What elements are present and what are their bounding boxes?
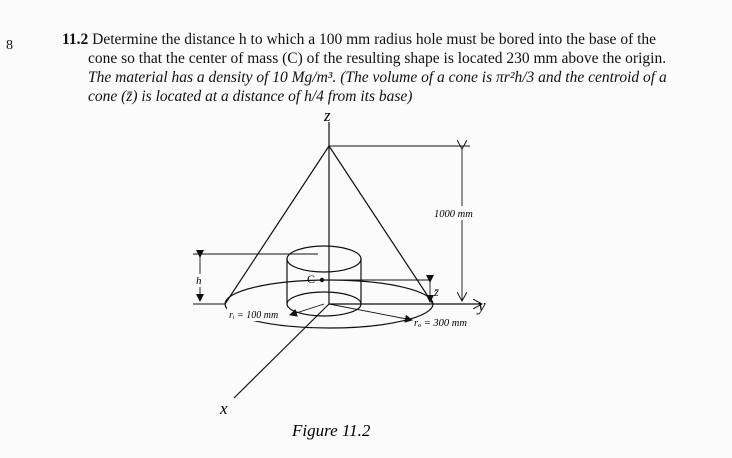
centroid-label: C [307, 272, 316, 286]
figure-caption: Figure 11.2 [292, 421, 371, 440]
inner-radius-label: rᵢ = 100 mm [229, 310, 279, 321]
outer-radius-label: rₒ = 300 mm [414, 318, 467, 329]
problem-text-4: cone (z̄) is located at a distance of h/4 from its base) [88, 88, 413, 105]
centroid-point [320, 278, 324, 282]
problem-line-2: cone so that the center of mass (C) of the resulting shape is located 230 mm above the origin. [88, 50, 667, 67]
zbar-label: z̄ [434, 285, 439, 299]
problem-number: 11.2 [62, 31, 89, 48]
height-label: 1000 mm [434, 209, 473, 220]
problem-text-3: The material has a density of 10 Mg/m³. (The volume of a cone is πr²h/3 and the centroid of a [88, 69, 667, 86]
x-axis-label: x [220, 399, 228, 418]
page-number: 8 [6, 38, 13, 53]
outer-radius-arrow [329, 304, 412, 320]
problem-text-1: Determine the distance h to which a 100 mm radius hole must be bored into the base of the [92, 31, 657, 48]
z-axis-label: z [324, 106, 331, 125]
hole-top [287, 246, 361, 272]
y-axis-label: y [478, 296, 486, 315]
h-label: h [196, 275, 202, 287]
